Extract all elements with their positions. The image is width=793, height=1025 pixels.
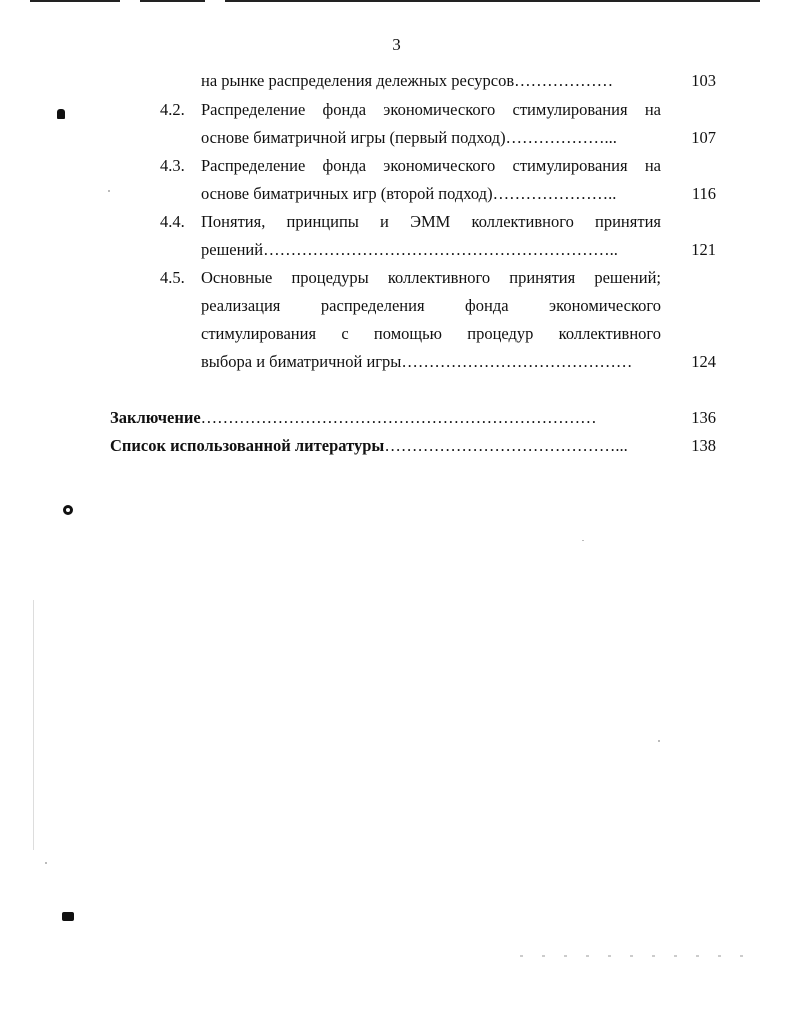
toc-conclusion-label: Заключение	[110, 408, 201, 427]
toc-entry-number: 4.5.	[160, 268, 185, 287]
toc-references	[110, 435, 628, 457]
scan-mark	[57, 109, 65, 119]
toc-entry-line: реализация распределения фонда экономического	[201, 296, 661, 315]
scan-top-border	[30, 0, 760, 5]
toc-entry-line: Распределение фонда экономического стимулирования на	[201, 100, 661, 119]
toc-leader-dots: ………………………………………………………………	[200, 408, 597, 427]
toc-page-ref: 103	[691, 71, 716, 90]
scan-noise	[520, 955, 750, 957]
toc-entry-number: 4.2.	[160, 100, 185, 119]
toc-entry-line: на рынке распределения дележных ресурсов………………	[201, 71, 614, 90]
scan-hole-mark	[63, 505, 73, 515]
toc-references-label: Список использованной литературы	[110, 436, 385, 455]
toc-entry-line: Понятия, принципы и ЭММ коллективного принятия	[201, 212, 661, 231]
toc-entry-number: 4.4.	[160, 212, 185, 231]
toc-entry-line: решений………………………………………………………..	[201, 240, 618, 259]
toc-page-ref: 107	[691, 128, 716, 147]
scan-speck	[45, 862, 47, 864]
scan-speck	[108, 190, 110, 192]
scan-mark	[62, 912, 74, 921]
toc-entry-line: выбора и биматричной игры……………………………………	[201, 352, 633, 371]
scan-speck	[582, 540, 584, 541]
toc-entry-line: основе биматричной игры (первый подход)………………...	[201, 128, 617, 147]
scan-edge-line	[33, 600, 34, 850]
toc-leader-dots: ……………………………………...	[384, 436, 628, 455]
toc-entry-line: Распределение фонда экономического стимулирования на	[201, 156, 661, 175]
toc-entry-line: Основные процедуры коллективного принятия решений;	[201, 268, 661, 287]
toc-entry-line: стимулирования с помощью процедур коллективного	[201, 324, 661, 343]
toc-page-ref: 138	[691, 436, 716, 455]
toc-page-ref: 124	[691, 352, 716, 371]
toc-page-ref: 121	[691, 240, 716, 259]
page-number: 3	[392, 35, 401, 54]
scan-speck	[658, 740, 660, 742]
toc-entry-line: основе биматричных игр (второй подход)…………………..	[201, 184, 617, 203]
toc-conclusion	[110, 407, 597, 429]
toc-page-ref: 116	[691, 184, 716, 203]
toc-page-ref: 136	[691, 408, 716, 427]
toc-entry-number: 4.3.	[160, 156, 185, 175]
